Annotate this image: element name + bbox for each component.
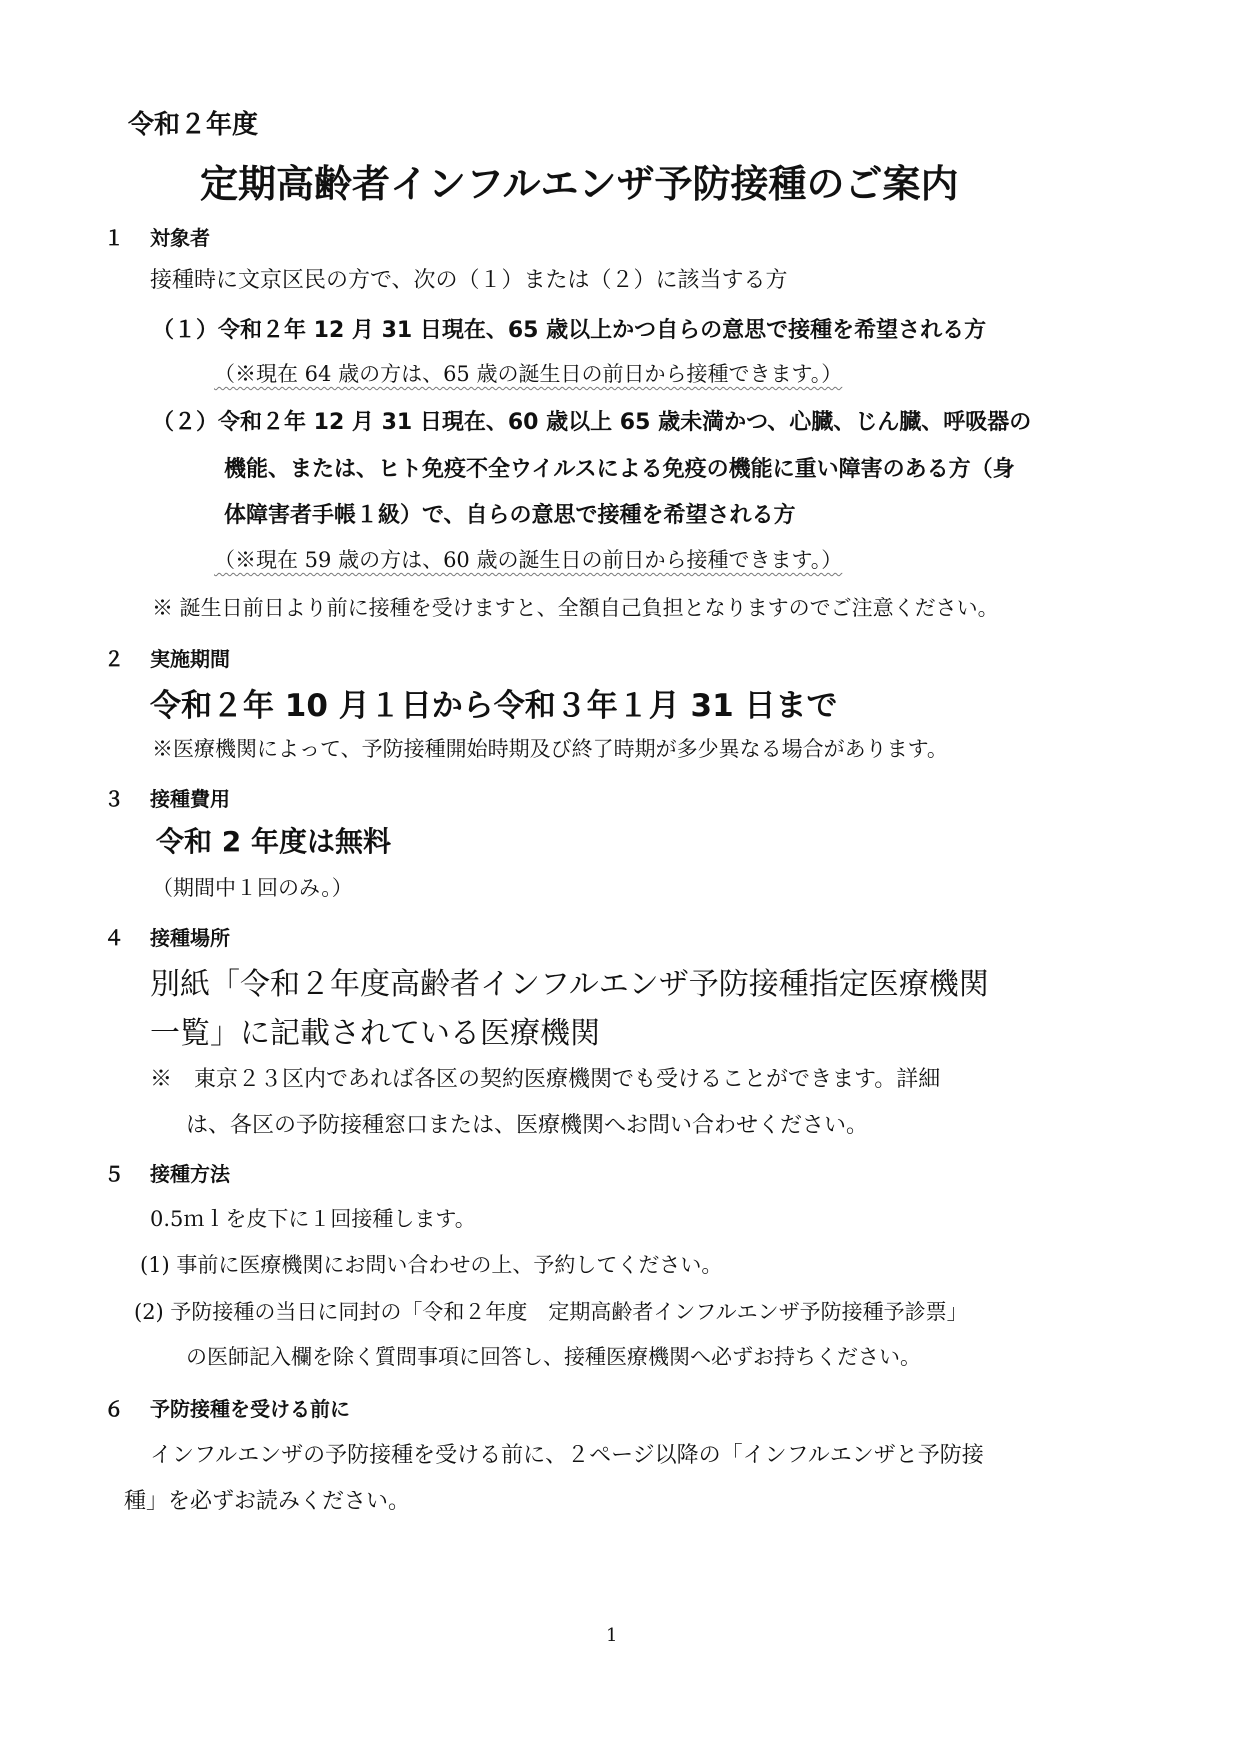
section-heading: 接種方法 [150,1162,230,1186]
section-heading: 対象者 [150,226,210,250]
section-number: ３ [104,787,124,811]
eligibility-item-1: （１）令和２年 12 月 31 日現在、65 歳以上かつ自らの意思で接種を希望される方 [152,318,987,343]
eligibility-note-1: （※現在 64 歳の方は、65 歳の誕生日の前日から接種できます。） [214,362,843,386]
eligibility-item-2-line-2: 機能、または、ヒト免疫不全ウイルスによる免疫の機能に重い障害のある方（身 [224,457,1015,482]
section-number: ５ [104,1162,124,1186]
vaccination-period: 令和２年 10 月１日から令和３年１月 31 日まで [150,688,838,724]
fiscal-year-label: 令和２年度 [128,110,259,140]
location-note-line-2: は、各区の予防接種窓口または、医療機関へお問い合わせください。 [186,1113,869,1138]
eligibility-item-2-line-1: （２）令和２年 12 月 31 日現在、60 歳以上 65 歳未満かつ、心臓、じん臓、呼吸器の [152,410,1032,435]
section-heading: 実施期間 [150,647,230,671]
before-text-line-2: 種」を必ずお読みください。 [124,1489,411,1514]
location-line-2: 一覧」に記載されている医療機関 [150,1016,600,1051]
section-number: １ [104,226,124,250]
section-heading: 接種場所 [150,926,230,950]
section-number: ２ [104,647,124,671]
page-title: 定期高齢者インフルエンザ予防接種のご案内 [200,162,959,206]
method-step-1: (1) 事前に医療機関にお問い合わせの上、予約してください。 [140,1253,723,1277]
eligibility-caution: ※ 誕生日前日より前に接種を受けますと、全額自己負担となりますのでご注意ください。 [152,596,999,620]
section-heading: 予防接種を受ける前に [150,1397,350,1421]
location-line-1: 別紙「令和２年度高齢者インフルエンザ予防接種指定医療機関 [150,967,989,1002]
eligibility-item-2-line-3: 体障害者手帳１級）で、自らの意思で接種を希望される方 [224,503,796,528]
period-note: ※医療機関によって、予防接種開始時期及び終了時期が多少異なる場合があります。 [152,737,948,761]
eligibility-intro: 接種時に文京区民の方で、次の（１）または（２）に該当する方 [150,268,788,293]
page-number: 1 [606,1625,618,1646]
vaccination-fee: 令和 2 年度は無料 [156,825,391,858]
before-text-line-1: インフルエンザの予防接種を受ける前に、２ページ以降の「インフルエンザと予防接 [150,1443,984,1468]
method-step-2-line-2: の医師記入欄を除く質問事項に回答し、接種医療機関へ必ずお持ちください。 [186,1345,921,1369]
fee-note: （期間中１回のみ。） [152,876,353,900]
eligibility-note-2: （※現在 59 歳の方は、60 歳の誕生日の前日から接種できます。） [214,548,843,572]
location-note-line-1: ※ 東京２３区内であれば各区の契約医療機関でも受けることができます。詳細 [150,1067,941,1092]
dose-info: 0.5ｍｌを皮下に１回接種します。 [150,1207,476,1231]
section-heading: 接種費用 [150,787,230,811]
section-number: ４ [104,926,124,950]
method-step-2-line-1: (2) 予防接種の当日に同封の「令和２年度 定期高齢者インフルエンザ予防接種予診票」 [134,1300,968,1324]
section-number: ６ [104,1397,124,1421]
